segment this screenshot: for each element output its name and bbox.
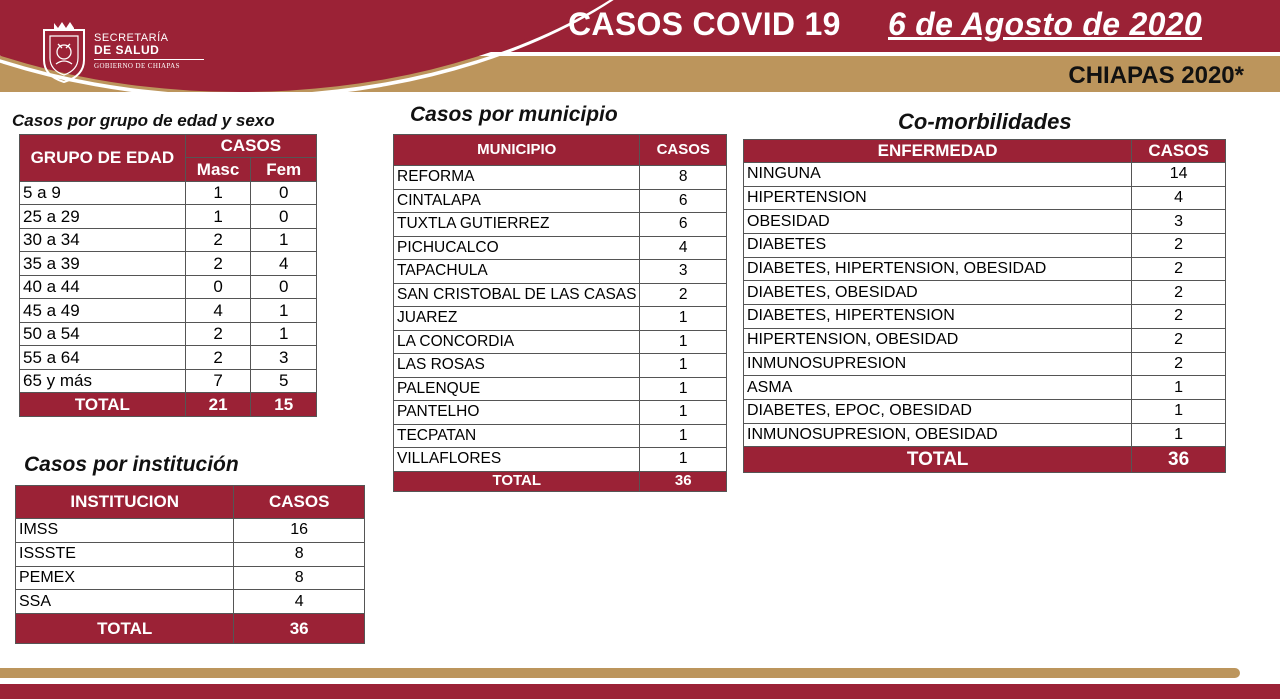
masc-cell: 7 [185, 369, 251, 393]
table-row [744, 328, 1226, 352]
cases-cell: 4 [234, 590, 365, 614]
table-row [16, 519, 365, 543]
table-row [394, 283, 727, 307]
name-cell: ISSSTE [16, 542, 234, 566]
municipio-body [394, 166, 727, 492]
report-date: 6 de Agosto de 2020 [888, 6, 1202, 42]
table-row [394, 166, 727, 190]
name-cell: OBESIDAD [744, 210, 1132, 234]
name-cell: HIPERTENSION [744, 186, 1132, 210]
cases-cell: 1 [1132, 423, 1226, 447]
comorbilidades-table [743, 139, 1226, 473]
total-value: 36 [234, 614, 365, 644]
name-cell: ASMA [744, 376, 1132, 400]
age-group-cell: 35 a 39 [20, 252, 186, 276]
col-header-fem: Fem [251, 158, 317, 181]
masc-cell: 1 [185, 181, 251, 205]
table-row [744, 257, 1226, 281]
institucion-table [15, 485, 365, 644]
table-row [744, 399, 1226, 423]
region-subtitle: CHIAPAS 2020* [1068, 62, 1244, 89]
table-row [744, 376, 1226, 400]
cases-cell: 2 [1132, 305, 1226, 329]
masc-cell: 4 [185, 299, 251, 323]
institucion-body [16, 519, 365, 644]
cases-cell: 3 [640, 260, 727, 284]
fem-cell: 4 [251, 252, 317, 276]
cases-cell: 14 [1132, 163, 1226, 187]
table-row [744, 352, 1226, 376]
cases-cell: 1 [640, 354, 727, 378]
name-cell: DIABETES, HIPERTENSION [744, 305, 1132, 329]
cases-cell: 1 [640, 424, 727, 448]
table-row [744, 186, 1226, 210]
name-cell: INMUNOSUPRESION, OBESIDAD [744, 423, 1132, 447]
footer-gold-stripe [0, 668, 1240, 678]
cases-cell: 4 [640, 236, 727, 260]
cases-cell: 2 [1132, 234, 1226, 258]
table-row [16, 590, 365, 614]
col-header-masc: Masc [185, 158, 251, 181]
name-cell: TAPACHULA [394, 260, 640, 284]
col-header-institucion: INSTITUCION [16, 486, 234, 519]
name-cell: CINTALAPA [394, 189, 640, 213]
total-value: 36 [1132, 447, 1226, 473]
age-group-cell: 50 a 54 [20, 322, 186, 346]
page-title: CASOS COVID 19 [568, 6, 841, 42]
name-cell: DIABETES, OBESIDAD [744, 281, 1132, 305]
table-row [20, 275, 317, 299]
name-cell: REFORMA [394, 166, 640, 190]
header-band [0, 0, 1280, 104]
table-row [394, 424, 727, 448]
name-cell: PICHUCALCO [394, 236, 640, 260]
cases-cell: 3 [1132, 210, 1226, 234]
cases-cell: 1 [640, 307, 727, 331]
table-row [16, 566, 365, 590]
col-header-cases: CASOS [185, 135, 316, 158]
fem-cell: 1 [251, 322, 317, 346]
cases-cell: 4 [1132, 186, 1226, 210]
cases-cell: 8 [640, 166, 727, 190]
total-value: 36 [640, 471, 727, 491]
table-row [394, 189, 727, 213]
table-row [394, 236, 727, 260]
table-row [744, 234, 1226, 258]
masc-cell: 2 [185, 228, 251, 252]
table-row [20, 181, 317, 205]
name-cell: INMUNOSUPRESION [744, 352, 1132, 376]
masc-cell: 0 [185, 275, 251, 299]
cases-cell: 16 [234, 519, 365, 543]
table-row [20, 252, 317, 276]
cases-cell: 6 [640, 189, 727, 213]
cases-cell: 1 [1132, 399, 1226, 423]
cases-cell: 6 [640, 213, 727, 237]
total-row [20, 393, 317, 417]
masc-cell: 1 [185, 205, 251, 229]
table-row [394, 448, 727, 472]
age-sex-title: Casos por grupo de edad y sexo [12, 111, 275, 130]
logo-divider [94, 59, 204, 60]
table-row [744, 281, 1226, 305]
name-cell: PALENQUE [394, 377, 640, 401]
name-cell: JUAREZ [394, 307, 640, 331]
name-cell: SSA [16, 590, 234, 614]
cases-cell: 2 [640, 283, 727, 307]
name-cell: DIABETES, HIPERTENSION, OBESIDAD [744, 257, 1132, 281]
total-row [744, 447, 1226, 473]
name-cell: TECPATAN [394, 424, 640, 448]
cases-cell: 1 [640, 330, 727, 354]
cases-cell: 1 [640, 401, 727, 425]
col-header-cases: CASOS [234, 486, 365, 519]
total-fem: 15 [251, 393, 317, 417]
name-cell: IMSS [16, 519, 234, 543]
fem-cell: 3 [251, 346, 317, 370]
cases-cell: 8 [234, 542, 365, 566]
table-row [16, 542, 365, 566]
age-sex-table [19, 134, 317, 417]
fem-cell: 1 [251, 299, 317, 323]
logo-line-2: DE SALUD [94, 43, 160, 57]
table-row [394, 330, 727, 354]
age-sex-body [20, 181, 317, 416]
table-row [394, 260, 727, 284]
total-row [394, 471, 727, 491]
col-header-municipio: MUNICIPIO [394, 135, 640, 166]
name-cell: DIABETES, EPOC, OBESIDAD [744, 399, 1132, 423]
table-row [20, 228, 317, 252]
cases-cell: 2 [1132, 352, 1226, 376]
col-header-enfermedad: ENFERMEDAD [744, 140, 1132, 163]
fem-cell: 5 [251, 369, 317, 393]
municipio-title: Casos por municipio [410, 103, 618, 126]
cases-cell: 8 [234, 566, 365, 590]
name-cell: LAS ROSAS [394, 354, 640, 378]
table-row [394, 401, 727, 425]
age-group-cell: 65 y más [20, 369, 186, 393]
col-header-cases: CASOS [1132, 140, 1226, 163]
footer-red-stripe [0, 684, 1280, 699]
comorbilidades-body [744, 163, 1226, 473]
age-group-cell: 25 a 29 [20, 205, 186, 229]
table-row [20, 346, 317, 370]
table-row [744, 423, 1226, 447]
cases-cell: 2 [1132, 328, 1226, 352]
col-header-group: GRUPO DE EDAD [20, 135, 186, 182]
name-cell: TUXTLA GUTIERREZ [394, 213, 640, 237]
institucion-title: Casos por institución [24, 453, 239, 476]
coat-of-arms-icon [40, 20, 88, 84]
table-row [394, 377, 727, 401]
age-group-cell: 30 a 34 [20, 228, 186, 252]
masc-cell: 2 [185, 322, 251, 346]
table-row [394, 213, 727, 237]
table-row [394, 307, 727, 331]
fem-cell: 0 [251, 181, 317, 205]
table-row [744, 163, 1226, 187]
cases-cell: 2 [1132, 257, 1226, 281]
age-group-cell: 45 a 49 [20, 299, 186, 323]
total-masc: 21 [185, 393, 251, 417]
total-label: TOTAL [20, 393, 186, 417]
comorbilidades-title: Co-morbilidades [898, 109, 1072, 134]
total-label: TOTAL [16, 614, 234, 644]
logo-line-1: SECRETARÍA [94, 32, 169, 44]
municipio-table [393, 134, 727, 492]
secretaria-logo [40, 20, 210, 86]
cases-cell: 2 [1132, 281, 1226, 305]
name-cell: HIPERTENSION, OBESIDAD [744, 328, 1132, 352]
total-row [16, 614, 365, 644]
cases-cell: 1 [640, 448, 727, 472]
masc-cell: 2 [185, 252, 251, 276]
table-row [20, 205, 317, 229]
total-label: TOTAL [744, 447, 1132, 473]
name-cell: PANTELHO [394, 401, 640, 425]
table-row [20, 299, 317, 323]
name-cell: PEMEX [16, 566, 234, 590]
table-row [394, 354, 727, 378]
col-header-cases: CASOS [640, 135, 727, 166]
name-cell: NINGUNA [744, 163, 1132, 187]
table-row [20, 322, 317, 346]
fem-cell: 0 [251, 205, 317, 229]
age-group-cell: 5 a 9 [20, 181, 186, 205]
masc-cell: 2 [185, 346, 251, 370]
cases-cell: 1 [1132, 376, 1226, 400]
fem-cell: 0 [251, 275, 317, 299]
name-cell: LA CONCORDIA [394, 330, 640, 354]
age-group-cell: 55 a 64 [20, 346, 186, 370]
table-row [744, 210, 1226, 234]
cases-cell: 1 [640, 377, 727, 401]
table-row [20, 369, 317, 393]
total-label: TOTAL [394, 471, 640, 491]
name-cell: SAN CRISTOBAL DE LAS CASAS [394, 283, 640, 307]
age-group-cell: 40 a 44 [20, 275, 186, 299]
fem-cell: 1 [251, 228, 317, 252]
table-row [744, 305, 1226, 329]
name-cell: VILLAFLORES [394, 448, 640, 472]
name-cell: DIABETES [744, 234, 1132, 258]
logo-line-3: GOBIERNO DE CHIAPAS [94, 62, 180, 70]
